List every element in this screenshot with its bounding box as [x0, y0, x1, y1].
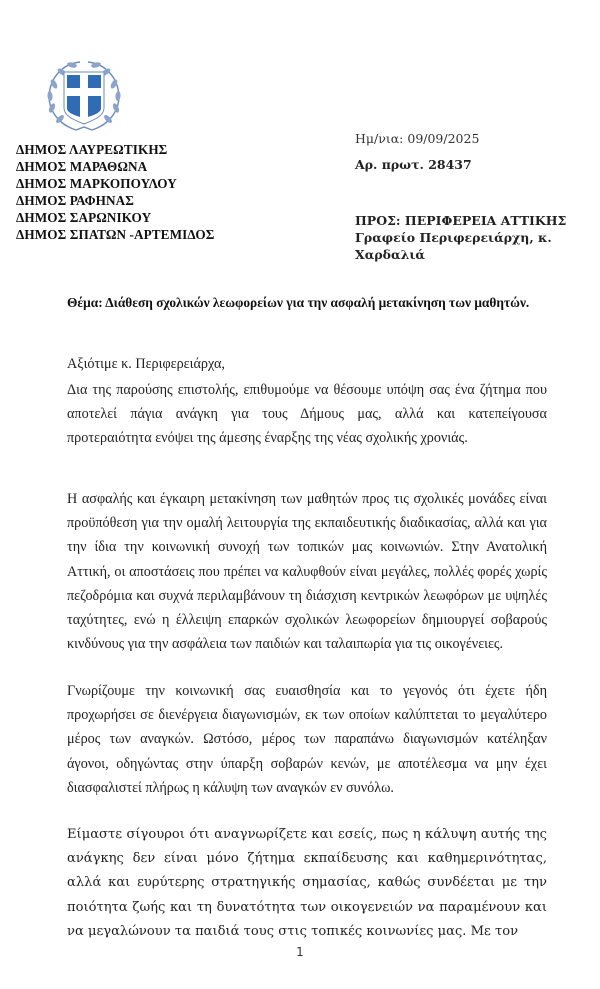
recipient-block — [355, 212, 600, 263]
municipality-marathonas: ΔΗΜΟΣ ΜΑΡΑΘΩΝΑ — [16, 159, 148, 174]
municipality-markopoulo: ΔΗΜΟΣ ΜΑΡΚΟΠΟΥΛΟΥ — [16, 176, 177, 191]
letter-greeting: Αξιότιμε κ. Περιφερειάρχα, — [67, 356, 225, 372]
municipality-rafina: ΔΗΜΟΣ ΡΑΦΗΝΑΣ — [16, 193, 134, 208]
recipient-office: Γραφείο Περιφερειάρχη, κ. Χαρδαλιά — [355, 230, 552, 262]
letter-paragraph: Γνωρίζουμε την κοινωνική σας ευαισθησία και το γεγονός ότι έχετε ήδη προχωρήσει σε διενέργεια διαγωνισμών, εκ των οποίων καλύπτεται το μεγαλύτερο μέρος των αναγκών. Ωστόσο, μέρος των παραπάνω διαγωνισμών κατέληξαν άγονοι, οδηγώντας στην ύπαρξη σοβαρών κενών, με αποτέλεσμα να μην έχει διασφαλιστεί πλήρως η κάλυψη των αναγκών εν συνόλω. — [67, 683, 547, 796]
recipient-organization: ΠΡΟΣ: ΠΕΡΙΦΕΡΕΙΑ ΑΤΤΙΚΗΣ — [355, 213, 567, 228]
document-meta — [355, 130, 479, 174]
municipality-saronikos: ΔΗΜΟΣ ΣΑΡΩΝΙΚΟΥ — [16, 210, 152, 225]
letter-subject: Θέμα: Διάθεση σχολικών λεωφορείων για την ασφαλή μετακίνηση των μαθητών. — [67, 295, 530, 310]
letter-paragraph: Είμαστε σίγουροι ότι αναγνωρίζετε και εσείς, πως η κάλυψη αυτής της ανάγκης δεν είναι μόνο ζήτημα εκπαίδευσης και καθημερινότητας, αλλά και ευρύτερης στρατηγικής σημασίας, καθώς συνδέεται με την ποιότητα ζωής και τη δυνατότητα των οικογενειών να παραμένουν και να μεγαλώνουν τα παιδιά τους στις τοπικές κοινωνίες μας. Με τον — [67, 827, 547, 939]
letter-paragraph: Η ασφαλής και έγκαιρη μετακίνηση των μαθητών προς τις σχολικές μονάδες είναι προϋπόθεση για την ομαλή λειτουργία της εκπαιδευτικής διαδικασίας, αλλά και για την ίδια την κοινωνική συνοχή των τοπικών μας κοινωνιών. Στην Ανατολική Αττική, οι αποστάσεις που πρέπει να καλυφθούν είναι μεγάλες, πολλές φορές χωρίς πεζοδρόμια και συχνά περιλαμβάνουν τη διάσχιση κεντρικών λεωφόρων με υψηλές ταχύτητες, ενώ η έλλειψη επαρκών σχολικών λεωφορείων δημιουργεί σοβαρούς κινδύνους για την ασφάλεια των παιδιών και ταλαιπωρία για τις οικογένειες. — [67, 491, 547, 653]
greek-coat-of-arms-icon — [40, 56, 128, 134]
protocol-number: Αρ. πρωτ. 28437 — [355, 157, 472, 172]
document-date: Ημ/νια: 09/09/2025 — [355, 131, 480, 146]
page-number: 1 — [296, 945, 304, 959]
municipalities-list — [16, 141, 214, 243]
municipality-lavreotiki: ΔΗΜΟΣ ΛΑΥΡΕΩΤΙΚΗΣ — [16, 142, 168, 157]
letter-paragraph: Δια της παρούσης επιστολής, επιθυμούμε να θέσουμε υπόψη σας ένα ζήτημα που αποτελεί πάγια ανάγκη για τους Δήμους μας, αλλά και κατεπείγουσα προτεραιότητα ενόψει της άμεσης έναρξης της νέας σχολικής χρονιάς. — [67, 382, 547, 447]
municipality-spata-artemida: ΔΗΜΟΣ ΣΠΑΤΩΝ -ΑΡΤΕΜΙΔΟΣ — [16, 227, 215, 242]
